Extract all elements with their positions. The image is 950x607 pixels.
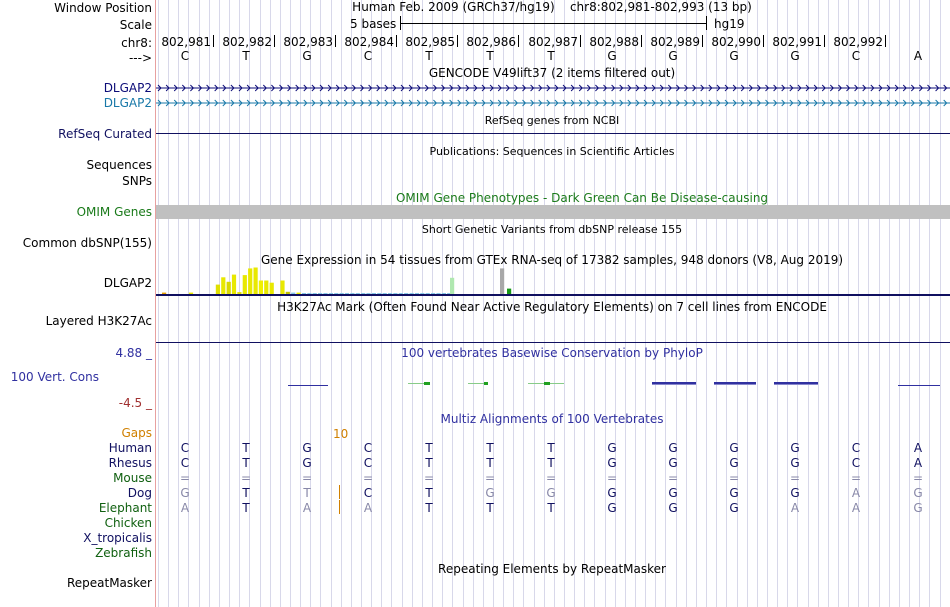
alignment-base-rhesus: G	[668, 456, 678, 470]
gtex-tissue-bar[interactable]	[216, 285, 220, 294]
ruler-position-label: 802,990	[711, 35, 761, 49]
alignment-base-elephant: G	[668, 501, 678, 515]
alignment-base-human: T	[486, 441, 494, 455]
label-gtex-dlgap2[interactable]: DLGAP2	[103, 276, 152, 290]
gtex-tissue-bar[interactable]	[307, 293, 311, 294]
gtex-title: Gene Expression in 54 tissues from GTEx RNA-seq of 17382 samples, 948 donors (V8, Aug 2019)	[260, 253, 844, 267]
gtex-tissue-bar[interactable]	[399, 293, 403, 294]
gtex-tissue-bar[interactable]	[270, 283, 274, 294]
browser-image[interactable]	[156, 0, 950, 607]
alignment-base-dog: G	[607, 486, 617, 500]
gtex-tissue-bar[interactable]	[237, 292, 241, 294]
gtex-tissue-bar[interactable]	[450, 278, 454, 294]
alignment-base-mouse: =	[667, 471, 679, 485]
alignment-base-rhesus: C	[851, 456, 861, 470]
alignment-base-rhesus: G	[607, 456, 617, 470]
alignment-base-human: G	[607, 441, 617, 455]
label-gencode-dlgap2-b[interactable]: DLGAP2	[103, 96, 152, 110]
alignment-base-human: G	[302, 441, 312, 455]
publications-title: Publications: Sequences in Scientific Articles	[429, 145, 675, 158]
gtex-tissue-bar[interactable]	[345, 293, 349, 294]
gtex-tissue-bar[interactable]	[404, 293, 408, 294]
scale-text: 5 bases	[350, 17, 397, 31]
alignment-base-mouse: =	[912, 471, 924, 485]
alignment-base-human: T	[425, 441, 433, 455]
alignment-base-mouse: =	[484, 471, 496, 485]
gtex-tissue-bar[interactable]	[410, 293, 414, 294]
alignment-base-elephant: G	[607, 501, 617, 515]
ruler-tick	[763, 35, 764, 47]
gtex-tissue-bar[interactable]	[243, 275, 247, 294]
label-sequences[interactable]: Sequences	[86, 158, 152, 172]
gtex-tissue-bar[interactable]	[507, 289, 511, 294]
gtex-expression-chart[interactable]	[156, 266, 950, 298]
ruler-position-label: 802,982	[222, 35, 272, 49]
label-window-position: Window Position	[54, 1, 152, 15]
alignment-base-dog: T	[242, 486, 250, 500]
gtex-tissue-bar[interactable]	[415, 293, 419, 294]
gtex-tissue-bar[interactable]	[302, 293, 306, 294]
omim-title: OMIM Gene Phenotypes - Dark Green Can Be Disease-causing	[395, 191, 769, 205]
alignment-base-elephant: A	[363, 501, 373, 515]
reference-base: C	[180, 49, 190, 63]
gtex-tissue-bar[interactable]	[436, 293, 440, 294]
ruler-tick	[213, 35, 214, 47]
gaps-count: 10	[333, 427, 349, 441]
alignment-base-dog: G	[729, 486, 739, 500]
label-species-x-tropicalis[interactable]: X_tropicalis	[83, 531, 152, 545]
gtex-tissue-bar[interactable]	[313, 293, 317, 294]
ruler-tick	[335, 35, 336, 47]
gtex-tissue-bar[interactable]	[420, 293, 424, 294]
label-species-chicken[interactable]: Chicken	[104, 516, 152, 530]
scale-bar-right	[706, 16, 707, 30]
gtex-tissue-bar[interactable]	[340, 293, 344, 294]
alignment-base-rhesus: G	[302, 456, 312, 470]
alignment-base-mouse: =	[728, 471, 740, 485]
alignment-base-human: C	[363, 441, 373, 455]
label-species-rhesus[interactable]: Rhesus	[108, 456, 152, 470]
reference-base: A	[913, 49, 923, 63]
ruler-tick	[641, 35, 642, 47]
alignment-base-dog: T	[425, 486, 433, 500]
label-snps[interactable]: SNPs	[122, 174, 152, 188]
alignment-base-human: A	[913, 441, 923, 455]
alignment-base-dog: A	[851, 486, 861, 500]
alignment-base-dog: G	[180, 486, 190, 500]
gtex-tissue-bar[interactable]	[286, 292, 290, 294]
alignment-base-dog: G	[668, 486, 678, 500]
reference-base: G	[302, 49, 312, 63]
gtex-tissue-bar[interactable]	[259, 281, 263, 295]
scale-db: hg19	[714, 17, 745, 31]
label-species-mouse[interactable]: Mouse	[113, 471, 152, 485]
alignment-base-mouse: =	[850, 471, 862, 485]
label-strand-arrow: --->	[128, 51, 152, 65]
gtex-tissue-bar[interactable]	[227, 282, 231, 294]
label-cons-min: -4.5 _	[118, 396, 152, 410]
ruler-position-label: 802,984	[344, 35, 394, 49]
gap-marker-elephant	[339, 500, 340, 514]
gtex-tissue-bar[interactable]	[372, 293, 376, 294]
alignment-base-elephant: T	[486, 501, 494, 515]
refseq-gene-line[interactable]	[156, 133, 950, 134]
alignment-base-dog: G	[485, 486, 495, 500]
alignment-base-elephant: A	[851, 501, 861, 515]
alignment-base-mouse: =	[545, 471, 557, 485]
alignment-base-mouse: =	[362, 471, 374, 485]
alignment-base-human: G	[790, 441, 800, 455]
repeatmasker-title: Repeating Elements by RepeatMasker	[438, 562, 666, 576]
alignment-base-human: C	[180, 441, 190, 455]
alignment-base-dog: T	[303, 486, 311, 500]
gtex-tissue-bar[interactable]	[442, 293, 446, 294]
gtex-tissue-bar[interactable]	[323, 293, 327, 294]
alignment-base-rhesus: C	[180, 456, 190, 470]
alignment-base-mouse: =	[423, 471, 435, 485]
gtex-tissue-bar[interactable]	[350, 293, 354, 294]
reference-base: T	[242, 49, 250, 63]
omim-gene-bar[interactable]	[156, 205, 950, 219]
gtex-tissue-bar[interactable]	[383, 293, 387, 294]
ruler-tick	[580, 35, 581, 47]
label-chr: chr8:	[121, 36, 152, 50]
gtex-tissue-bar[interactable]	[248, 268, 252, 294]
label-species-elephant[interactable]: Elephant	[98, 501, 152, 515]
label-species-dog[interactable]: Dog	[127, 486, 152, 500]
gtex-tissue-bar[interactable]	[232, 275, 236, 294]
label-common-dbsnp[interactable]: Common dbSNP(155)	[22, 236, 152, 250]
ruler-tick	[518, 35, 519, 47]
ruler-tick	[457, 35, 458, 47]
label-refseq-curated[interactable]: RefSeq Curated	[58, 127, 152, 141]
alignment-base-dog: G	[913, 486, 923, 500]
ruler-position-label: 802,992	[833, 35, 883, 49]
reference-base: G	[607, 49, 617, 63]
gtex-tissue-bar[interactable]	[388, 293, 392, 294]
alignment-base-rhesus: T	[242, 456, 250, 470]
label-100-vert-cons[interactable]: 100 Vert. Cons	[10, 370, 99, 384]
ruler-position-label: 802,985	[405, 35, 455, 49]
alignment-base-human: C	[851, 441, 861, 455]
reference-base: T	[486, 49, 494, 63]
alignment-base-rhesus: C	[363, 456, 373, 470]
alignment-base-elephant: T	[425, 501, 433, 515]
gtex-tissue-bar[interactable]	[500, 268, 504, 294]
alignment-base-human: G	[668, 441, 678, 455]
alignment-base-elephant: G	[913, 501, 923, 515]
alignment-base-rhesus: A	[913, 456, 923, 470]
label-gaps: Gaps	[121, 426, 152, 440]
phylop-signal[interactable]	[156, 378, 950, 390]
alignment-base-mouse: =	[789, 471, 801, 485]
ruler-position-label: 802,986	[466, 35, 516, 49]
gtex-tissue-bar[interactable]	[426, 293, 430, 294]
gtex-tissue-bar[interactable]	[361, 293, 365, 294]
alignment-base-mouse: =	[606, 471, 618, 485]
reference-base: T	[425, 49, 433, 63]
gtex-tissue-bar[interactable]	[356, 293, 360, 294]
gtex-tissue-bar[interactable]	[366, 293, 370, 294]
gtex-tissue-bar[interactable]	[162, 293, 166, 294]
alignment-base-elephant: A	[790, 501, 800, 515]
alignment-base-elephant: T	[242, 501, 250, 515]
alignment-base-dog: C	[363, 486, 373, 500]
gencode-transcripts[interactable]	[156, 81, 950, 107]
gtex-tissue-bar[interactable]	[318, 293, 322, 294]
gtex-tissue-bar[interactable]	[254, 268, 258, 295]
ruler-position-label: 802,991	[772, 35, 822, 49]
ruler-position-label: 802,981	[161, 35, 211, 49]
alignment-base-rhesus: T	[425, 456, 433, 470]
label-layered-h3k27ac[interactable]: Layered H3K27Ac	[45, 314, 152, 328]
ruler-tick	[824, 35, 825, 47]
refseq-title: RefSeq genes from NCBI	[484, 114, 620, 127]
label-cons-max: 4.88 _	[115, 346, 152, 360]
gtex-tissue-bar[interactable]	[377, 293, 381, 294]
reference-base: G	[729, 49, 739, 63]
scale-bar	[400, 23, 706, 24]
reference-base: T	[547, 49, 555, 63]
gtex-tissue-bar[interactable]	[189, 293, 193, 294]
assembly-title: Human Feb. 2009 (GRCh37/hg19) chr8:802,981-802,993 (13 bp)	[352, 0, 752, 14]
gtex-tissue-bar[interactable]	[431, 293, 435, 294]
ruler-tick	[274, 35, 275, 47]
alignment-base-elephant: T	[547, 501, 555, 515]
ruler-tick	[885, 35, 886, 47]
gencode-title: GENCODE V49lift37 (2 items filtered out)	[428, 66, 676, 80]
alignment-base-human: T	[547, 441, 555, 455]
h3k27ac-baseline	[156, 342, 950, 343]
gtex-tissue-bar[interactable]	[297, 293, 301, 294]
gtex-tissue-bar[interactable]	[291, 293, 295, 294]
gtex-tissue-bar[interactable]	[334, 293, 338, 294]
reference-base: C	[363, 49, 373, 63]
alignment-base-elephant: A	[302, 501, 312, 515]
label-species-zebrafish[interactable]: Zebrafish	[95, 546, 152, 560]
alignment-base-rhesus: T	[486, 456, 494, 470]
ruler-position-label: 802,987	[528, 35, 578, 49]
label-scale: Scale	[119, 18, 152, 32]
reference-base: G	[790, 49, 800, 63]
gap-marker-dog	[339, 485, 340, 499]
ruler-position-label: 802,989	[650, 35, 700, 49]
gtex-tissue-bar[interactable]	[329, 293, 333, 294]
alignment-base-dog: G	[546, 486, 556, 500]
alignment-base-mouse: =	[301, 471, 313, 485]
h3k27ac-title: H3K27Ac Mark (Often Found Near Active Regulatory Elements) on 7 cell lines from ENCODE	[277, 300, 827, 314]
label-gencode-dlgap2-a[interactable]: DLGAP2	[103, 81, 152, 95]
alignment-base-human: G	[729, 441, 739, 455]
gtex-tissue-bar[interactable]	[221, 277, 225, 294]
dbsnp-title: Short Genetic Variants from dbSNP release 155	[421, 223, 683, 236]
reference-base: C	[851, 49, 861, 63]
phylop-title: 100 vertebrates Basewise Conservation by PhyloP	[401, 346, 703, 360]
alignment-base-elephant: G	[729, 501, 739, 515]
alignment-base-dog: G	[790, 486, 800, 500]
alignment-base-mouse: =	[240, 471, 252, 485]
reference-base: G	[668, 49, 678, 63]
alignment-base-rhesus: G	[790, 456, 800, 470]
ruler-position-label: 802,988	[589, 35, 639, 49]
ruler-tick	[396, 35, 397, 47]
alignment-base-elephant: A	[180, 501, 190, 515]
alignment-base-mouse: =	[179, 471, 191, 485]
alignment-base-rhesus: G	[729, 456, 739, 470]
label-omim-genes[interactable]: OMIM Genes	[76, 205, 152, 219]
gtex-tissue-bar[interactable]	[393, 293, 397, 294]
alignment-base-human: T	[242, 441, 250, 455]
ruler-tick	[702, 35, 703, 47]
gtex-tissue-bar[interactable]	[264, 281, 268, 295]
gtex-tissue-bar[interactable]	[280, 281, 284, 295]
label-species-human[interactable]: Human	[108, 441, 152, 455]
multiz-title: Multiz Alignments of 100 Vertebrates	[440, 412, 664, 426]
ruler-position-label: 802,983	[283, 35, 333, 49]
alignment-base-rhesus: T	[547, 456, 555, 470]
label-repeatmasker[interactable]: RepeatMasker	[66, 576, 152, 590]
